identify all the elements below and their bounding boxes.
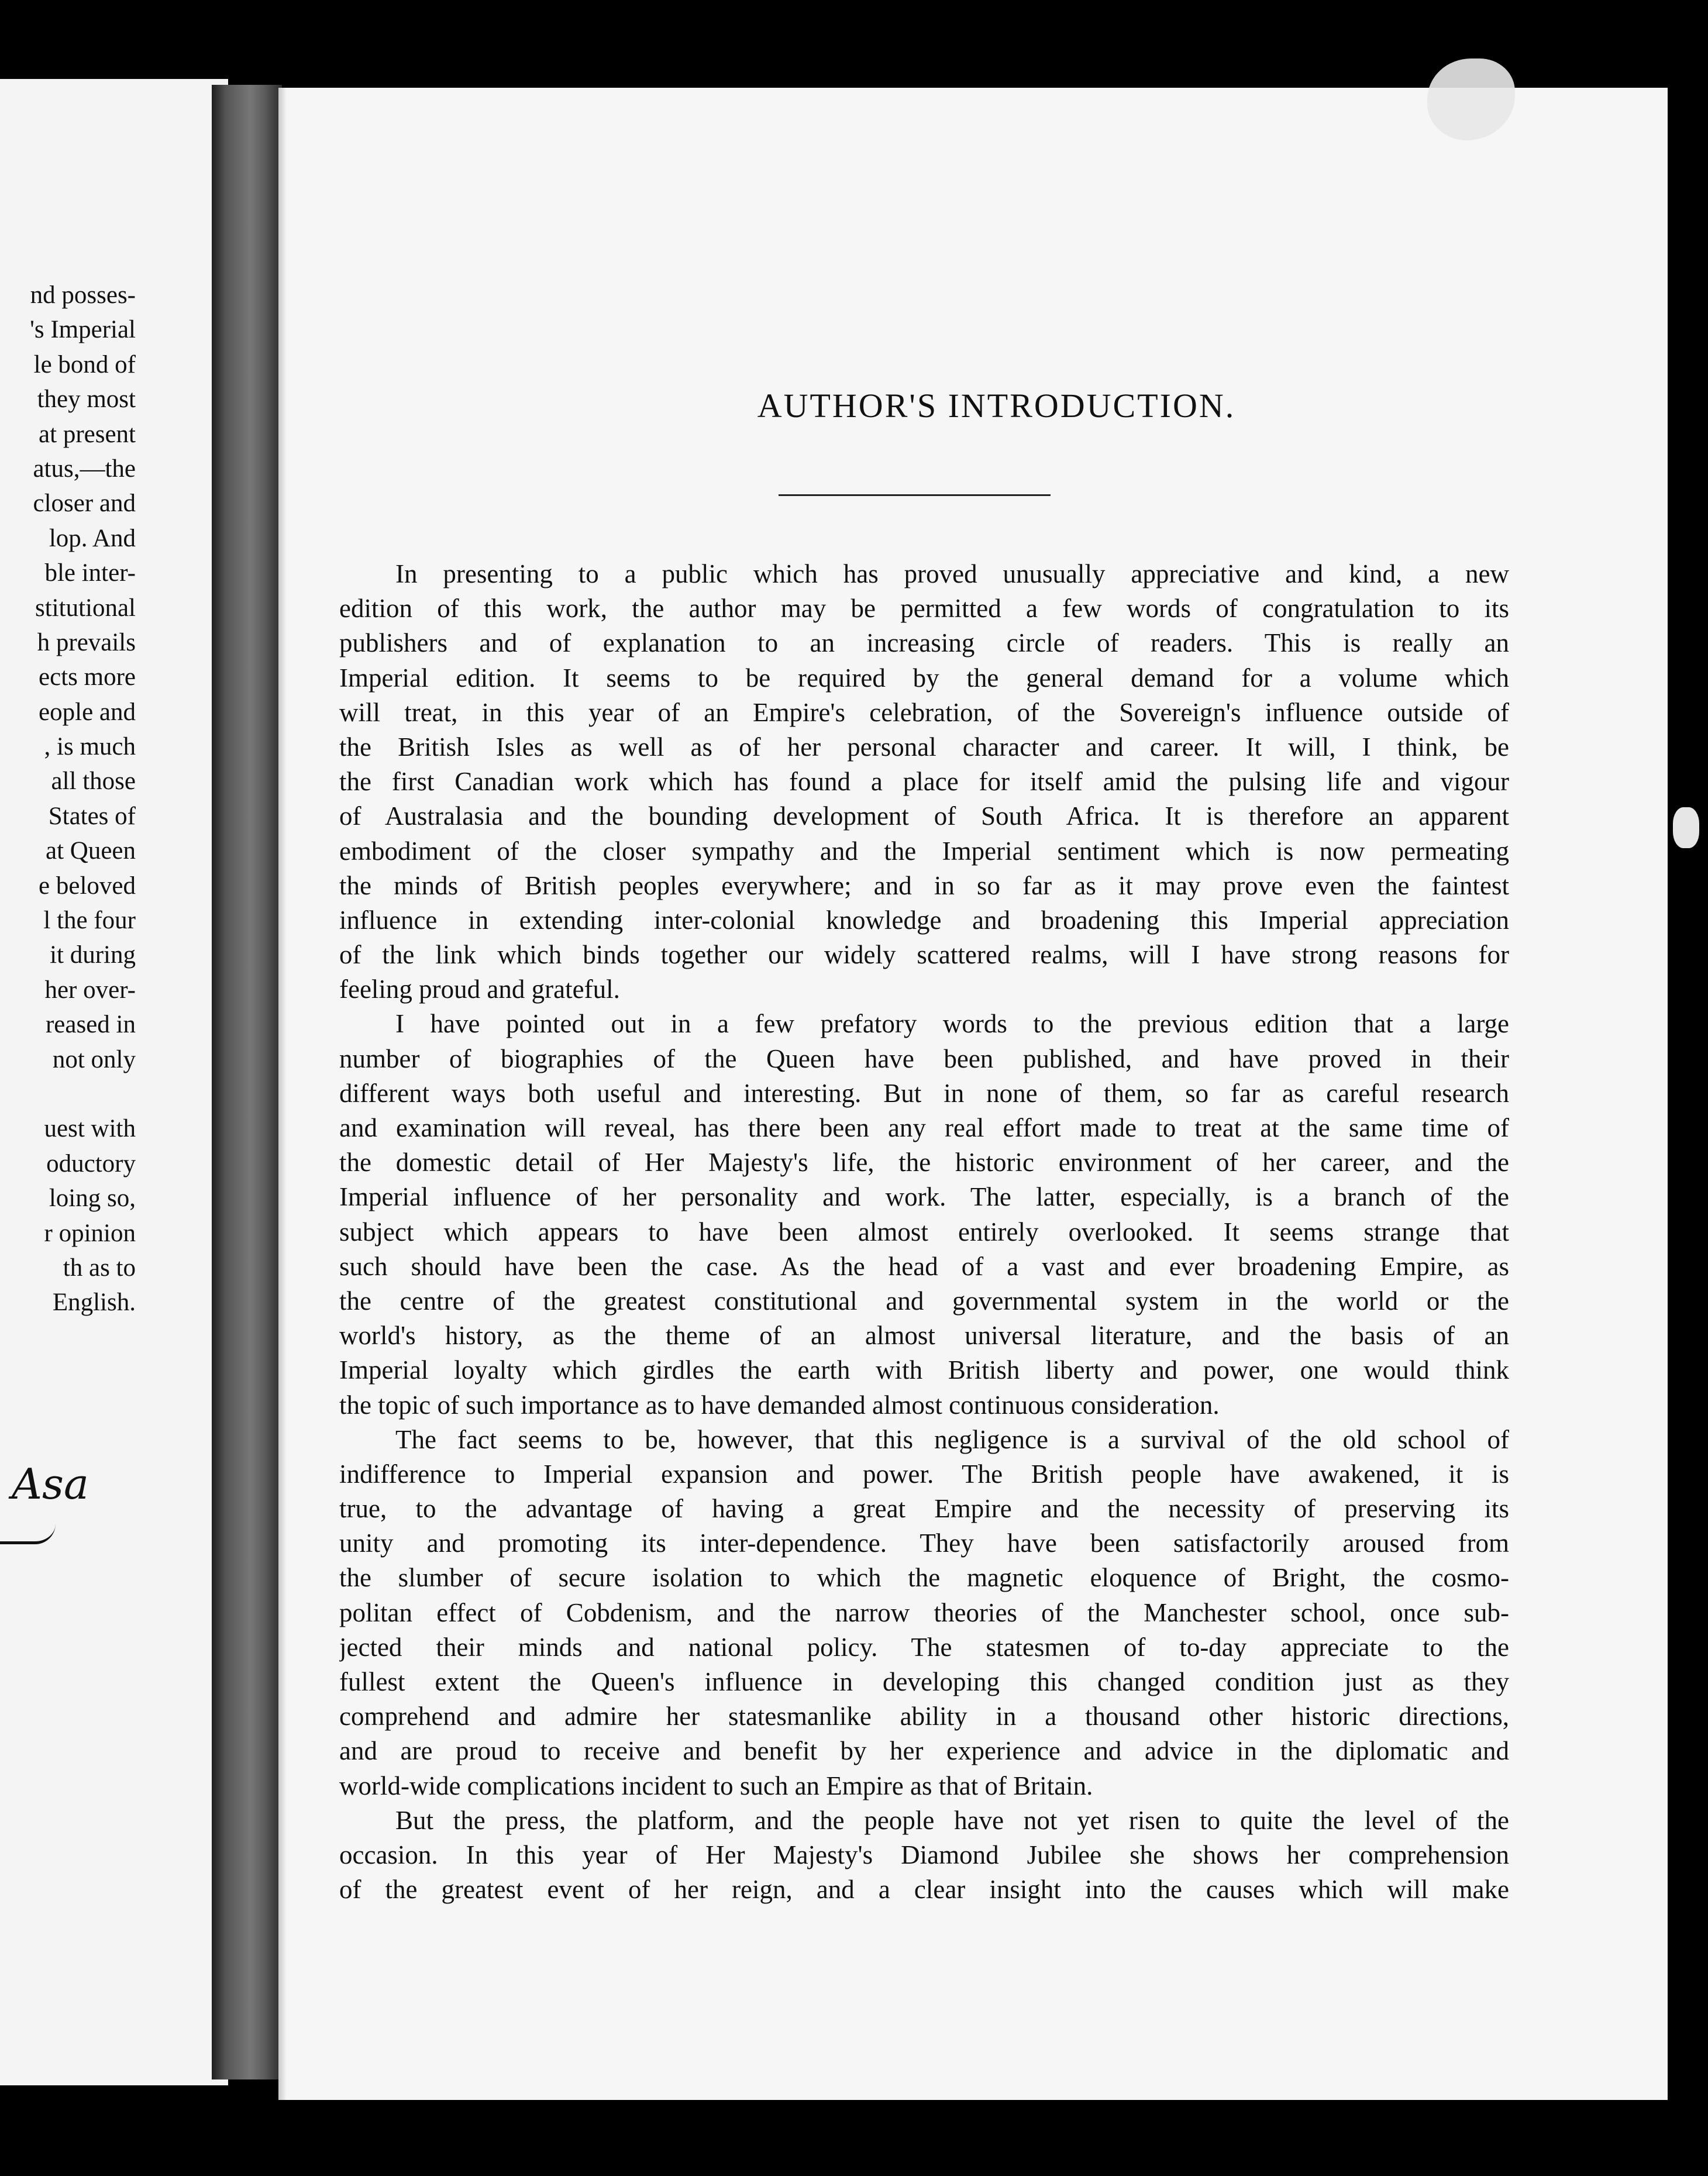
text-line: of the link which binds together our widely scattered realms, will I have strong reasons for (339, 940, 1509, 970)
handwritten-signature: Asa (12, 1459, 89, 1509)
previous-page-line: oductory (46, 1149, 136, 1177)
previous-page-fragment (0, 79, 228, 2085)
text-line: of Australasia and the bounding development of South Africa. It is therefore an apparent (339, 801, 1509, 831)
previous-page-line: 's Imperial (30, 316, 136, 344)
previous-page-line: h prevails (37, 628, 136, 656)
text-line: the slumber of secure isolation to which the magnetic eloquence of Bright, the cosmo- (339, 1563, 1509, 1593)
text-line: the minds of British peoples everywhere; and in so far as it may prove even the faintest (339, 870, 1509, 900)
text-line: indifference to Imperial expansion and power. The British people have awakened, it is (339, 1459, 1509, 1489)
text-line: I have pointed out in a few prefatory words to the previous edition that a large (395, 1009, 1509, 1039)
text-line: Imperial edition. It seems to be required by the general demand for a volume which (339, 663, 1509, 693)
text-line: true, to the advantage of having a great Empire and the necessity of preserving its (339, 1494, 1509, 1524)
previous-page-line: l the four (43, 907, 136, 935)
text-line: and examination will reveal, has there been any real effort made to treat at the same time of (339, 1113, 1509, 1142)
previous-page-line: ects more (39, 663, 136, 691)
text-line: the domestic detail of Her Majesty's life, the historic environment of her career, and the (339, 1148, 1509, 1177)
text-line: publishers and of explanation to an increasing circle of readers. This is really an (339, 628, 1509, 658)
previous-page-line: they most (37, 385, 136, 414)
text-line: different ways both useful and interesting. But in none of them, so far as careful research (339, 1078, 1509, 1108)
text-line: influence in extending inter-colonial knowledge and broadening this Imperial appreciation (339, 905, 1509, 935)
text-line: embodiment of the closer sympathy and the Imperial sentiment which is now permeating (339, 836, 1509, 866)
previous-page-line: at Queen (45, 837, 136, 865)
previous-page-line: lop. And (49, 524, 136, 552)
previous-page-line: her over- (44, 976, 136, 1004)
text-line: the British Isles as well as of her personal character and career. It will, I think, be (339, 732, 1509, 762)
previous-page-line: stitutional (35, 594, 136, 622)
signature-flourish (0, 1524, 56, 1544)
text-line: Imperial influence of her personality and work. The latter, especially, is a branch of the (339, 1182, 1509, 1212)
text-line: In presenting to a public which has proved unusually appreciative and kind, a new (395, 559, 1509, 588)
previous-page-line: ble inter- (44, 559, 136, 587)
introduction-page (278, 88, 1668, 2100)
previous-page-line: th as to (63, 1254, 136, 1282)
text-line: world's history, as the theme of an almost universal literature, and the basis of an (339, 1321, 1509, 1351)
previous-page-line: e beloved (39, 872, 136, 900)
previous-page-line: English. (52, 1289, 136, 1317)
edge-tear-mark (1673, 807, 1699, 848)
text-line: Imperial loyalty which girdles the earth with British liberty and power, one would think (339, 1355, 1509, 1385)
text-line: subject which appears to have been almost entirely overlooked. It seems strange that (339, 1217, 1509, 1247)
text-line: occasion. In this year of Her Majesty's Diamond Jubilee she shows her comprehension (339, 1840, 1509, 1869)
text-line: But the press, the platform, and the people have not yet risen to quite the level of the (395, 1805, 1509, 1835)
text-line: feeling proud and grateful. (339, 975, 620, 1004)
previous-page-line: le bond of (33, 350, 136, 378)
text-line: comprehend and admire her statesmanlike ability in a thousand other historic directions, (339, 1702, 1509, 1731)
text-line: unity and promoting its inter-dependence. They have been satisfactorily aroused from (339, 1528, 1509, 1558)
text-line: The fact seems to be, however, that this negligence is a survival of the old school of (395, 1424, 1509, 1454)
text-line: edition of this work, the author may be permitted a few words of congratulation to its (339, 594, 1509, 624)
previous-page-line: uest with (44, 1115, 136, 1143)
previous-page-text (30, 278, 136, 1320)
title-divider (779, 494, 1051, 496)
previous-page-line: closer and (33, 490, 136, 518)
previous-page-line: at present (39, 420, 136, 448)
text-line: the centre of the greatest constitutional and governmental system in the world or the (339, 1286, 1509, 1316)
text-line: of the greatest event of her reign, and a clear insight into the causes which will make (339, 1875, 1509, 1905)
text-line: such should have been the case. As the head of a vast and ever broadening Empire, as (339, 1251, 1509, 1281)
text-line: and are proud to receive and benefit by her experience and advice in the diplomatic and (339, 1736, 1509, 1766)
text-line: will treat, in this year of an Empire's celebration, of the Sovereign's influence outside of (339, 697, 1509, 727)
introduction-body (339, 557, 1509, 1907)
previous-page-paragraph-gap (30, 1077, 136, 1111)
previous-page-line: nd posses- (30, 281, 136, 309)
previous-page-line: reased in (45, 1011, 136, 1039)
text-line: the first Canadian work which has found a place for itself amid the pulsing life and vigour (339, 767, 1509, 797)
text-line: the topic of such importance as to have demanded almost continuous consideration. (339, 1390, 1220, 1420)
previous-page-line: eople and (39, 698, 136, 726)
text-line: number of biographies of the Queen have been published, and have proved in their (339, 1044, 1509, 1073)
previous-page-line: States of (48, 802, 136, 830)
page-title: AUTHOR'S INTRODUCTION. (757, 387, 1236, 425)
previous-page-line: not only (52, 1045, 136, 1073)
previous-page-line: r opinion (44, 1219, 136, 1247)
previous-page-line: loing so, (49, 1185, 136, 1213)
text-line: world-wide complications incident to such an Empire as that of Britain. (339, 1771, 1093, 1800)
previous-page-line: atus,—the (33, 455, 136, 483)
previous-page-line: , is much (44, 733, 136, 761)
text-line: politan effect of Cobdenism, and the narrow theories of the Manchester school, once sub- (339, 1597, 1509, 1627)
book-binding-gutter (212, 85, 282, 2079)
text-line: jected their minds and national policy. The statesmen of to-day appreciate to the (339, 1632, 1509, 1662)
previous-page-line: all those (51, 767, 136, 796)
previous-page-line: it during (50, 941, 136, 969)
text-line: fullest extent the Queen's influence in developing this changed condition just as they (339, 1667, 1509, 1696)
